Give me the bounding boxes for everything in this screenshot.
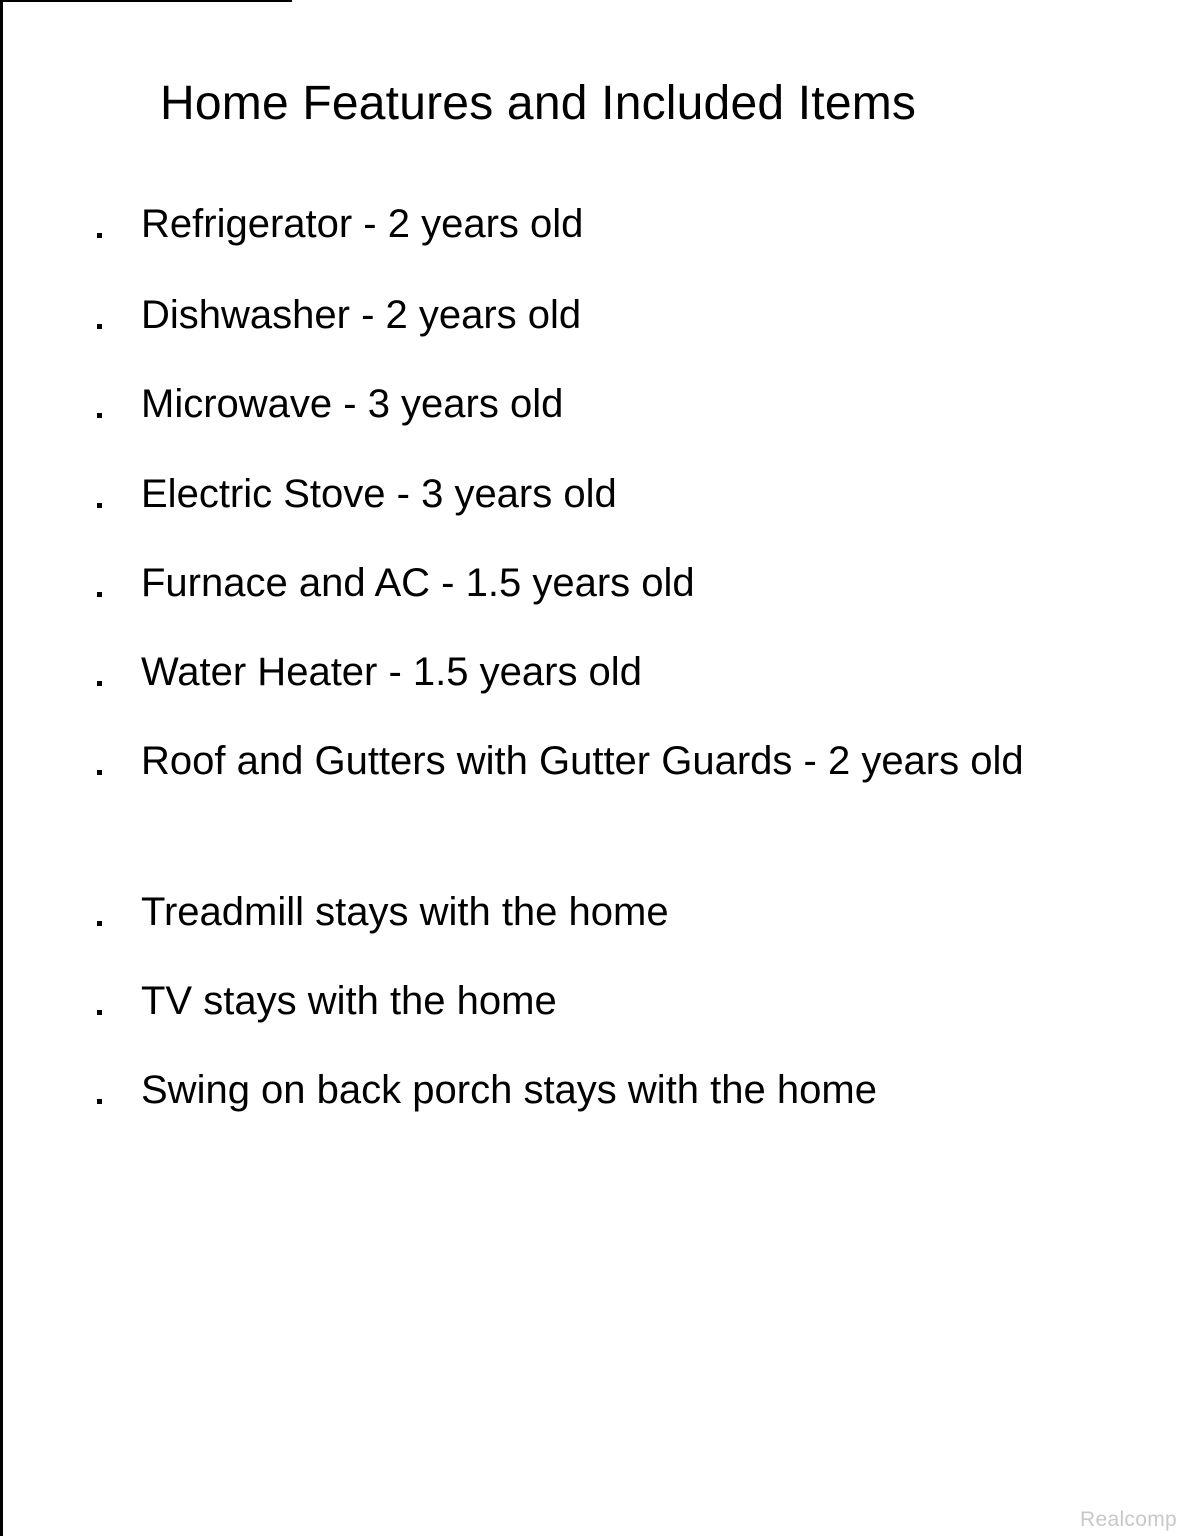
bullet-icon bbox=[97, 592, 102, 597]
list-item-text: Dishwasher - 2 years old bbox=[141, 293, 582, 337]
scan-border-top bbox=[0, 0, 292, 2]
list-item-text: Swing on back porch stays with the home bbox=[141, 1068, 877, 1112]
bullet-icon bbox=[97, 1010, 102, 1015]
list-item-text: Microwave - 3 years old bbox=[141, 382, 564, 426]
bullet-icon bbox=[97, 233, 102, 238]
list-item-text: Roof and Gutters with Gutter Guards - 2 years old bbox=[141, 739, 1024, 783]
bullet-icon bbox=[97, 413, 102, 418]
list-item-text: TV stays with the home bbox=[141, 979, 557, 1023]
bullet-icon bbox=[97, 324, 102, 329]
list-item-text: Refrigerator - 2 years old bbox=[141, 202, 584, 246]
page-title: Home Features and Included Items bbox=[160, 77, 917, 130]
list-item-text: Treadmill stays with the home bbox=[141, 890, 669, 934]
list-item-text: Furnace and AC - 1.5 years old bbox=[141, 561, 695, 605]
scan-border-left bbox=[0, 0, 3, 1536]
bullet-icon bbox=[97, 921, 102, 926]
list-item-text: Electric Stove - 3 years old bbox=[141, 472, 617, 516]
list-item-text: Water Heater - 1.5 years old bbox=[141, 650, 642, 694]
bullet-icon bbox=[97, 503, 102, 508]
bullet-icon bbox=[97, 681, 102, 686]
realcomp-watermark: Realcomp bbox=[1080, 1508, 1177, 1531]
bullet-icon bbox=[97, 1099, 102, 1104]
bullet-icon bbox=[97, 770, 102, 775]
